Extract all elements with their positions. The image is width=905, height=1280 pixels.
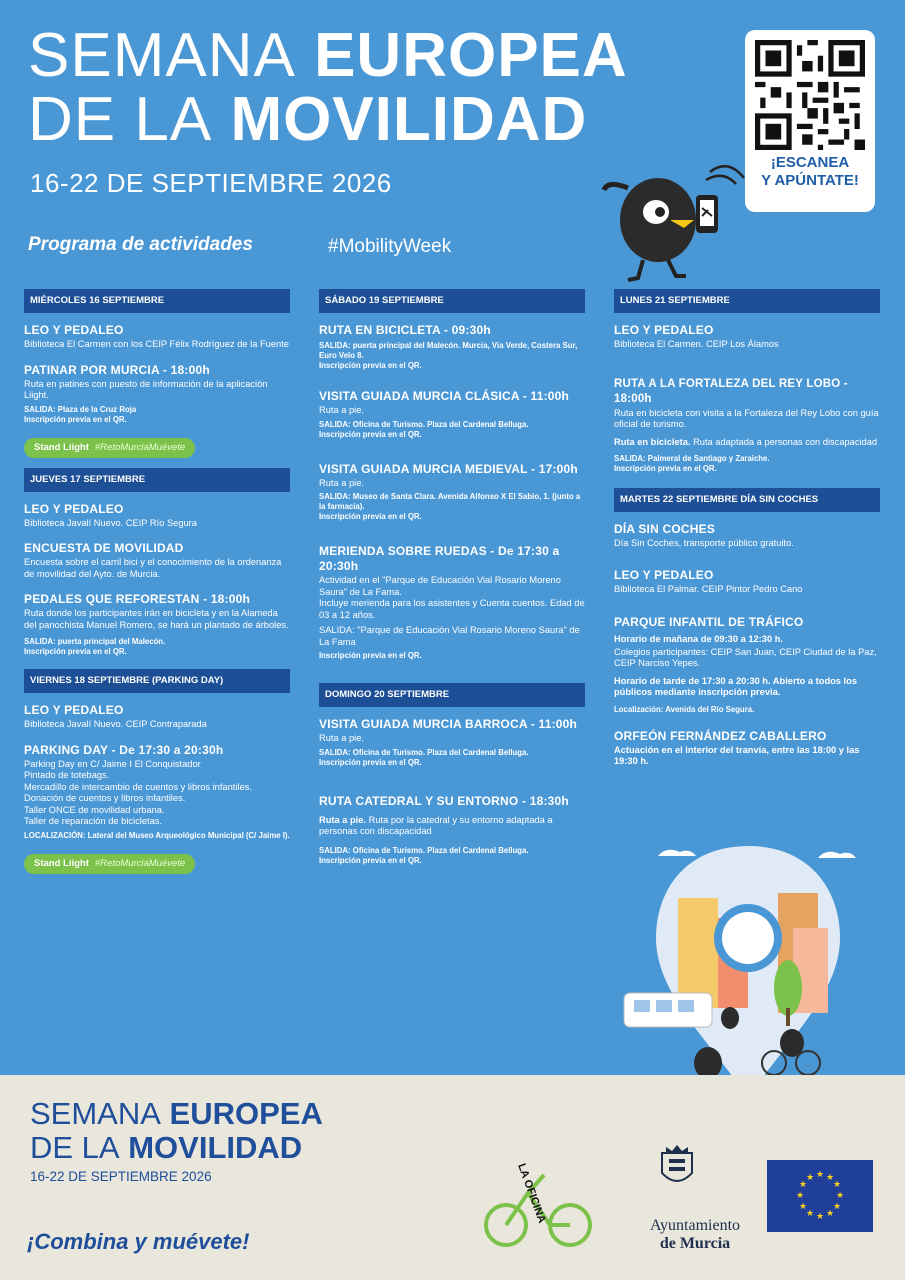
hashtag: #MobilityWeek	[328, 236, 452, 257]
event-item	[24, 323, 290, 351]
qr-code-icon[interactable]	[755, 40, 865, 150]
event-text: Ruta adaptada a personas con discapacidad	[693, 436, 878, 447]
event-text: Ruta por la catedral y su entorno adaptada a personas con discapacidad	[319, 814, 553, 836]
ayto-line: de Murcia	[659, 1235, 731, 1252]
mascot-illustration	[598, 150, 748, 290]
event-title: RUTA CATEDRAL Y SU ENTORNO - 18:30h	[319, 793, 569, 808]
event-item	[614, 615, 880, 715]
event-departure: SALIDA: Oficina de Turismo. Plaza del Cardenal Belluga. Inscripción previa en el QR.	[319, 747, 529, 767]
event-title: PEDALES QUE REFORESTAN - 18:00h	[24, 592, 251, 606]
svg-text:★: ★	[798, 1202, 808, 1212]
event-registration: Inscripción previa en el QR.	[319, 651, 422, 660]
event-departure: SALIDA: Palmeral de Santiago y Zaraiche. Inscripción previa en el QR.	[614, 454, 770, 473]
event-text: Biblioteca El Palmar. CEIP Pintor Pedro Cano	[614, 583, 803, 594]
event-text: Colegios participantes: CEIP San Juan, CEIP Ciudad de la Paz, CEIP Narciso Yepes.	[614, 646, 877, 668]
poster-dates: 16-22 DE SEPTIEMBRE 2026	[30, 168, 392, 198]
schedule-column-1	[24, 289, 290, 884]
event-item	[319, 389, 585, 440]
event-title: LEO Y PEDALEO	[24, 323, 124, 337]
murcia-crest-icon	[656, 1143, 698, 1189]
event-item	[319, 717, 585, 768]
event-item	[614, 522, 880, 550]
slogan: ¡Combina y muévete!	[27, 1229, 250, 1254]
event-item	[614, 323, 880, 351]
event-title: VISITA GUIADA MURCIA MEDIEVAL - 17:00h	[319, 461, 578, 476]
scan-callout	[745, 154, 875, 190]
event-item	[319, 323, 585, 371]
title-word: MOVILIDAD	[128, 1130, 303, 1165]
poster-title	[28, 21, 628, 154]
event-departure: SALIDA: puerta principal del Malecón. Inscripción previa en el QR.	[24, 637, 166, 656]
event-departure: SALIDA: puerta principal del Malecón. Murcia, Vía Verde, Costera Sur, Euro Velo 8. Inscripción previa en el QR.	[319, 341, 578, 370]
stand-liight-badge	[24, 438, 195, 458]
schedule-column-2	[319, 289, 585, 878]
event-lead: Horario de tarde de 17:30 a 20:30 h. Abierto a todos los públicos mediante inscripción previa.	[614, 675, 857, 697]
event-title: PARQUE INFANTIL DE TRÁFICO	[614, 615, 804, 629]
day-header: JUEVES 17 SEPTIEMBRE	[24, 468, 290, 492]
title-word: DE LA	[30, 1130, 120, 1165]
event-location: LOCALIZACIÓN: Lateral del Museo Arqueológico Municipal (C/ Jaime I).	[24, 830, 290, 840]
event-text: Ruta donde los participantes irán en bicicleta y en la Alameda del panochista Manuel Romero, se hará un plantado de árboles.	[24, 608, 289, 630]
ayto-line: Ayuntamiento	[649, 1217, 741, 1234]
event-item	[319, 794, 585, 866]
svg-text:★: ★	[825, 1173, 835, 1183]
event-title: ENCUESTA DE MOVILIDAD	[24, 541, 184, 555]
title-word: EUROPEA	[169, 1096, 323, 1131]
event-title: LEO Y PEDALEO	[24, 703, 124, 717]
footer-title	[30, 1097, 323, 1165]
event-departure: SALIDA: "Parque de Educación Vial Rosario Moreno Saura" de La Fama	[319, 625, 580, 647]
event-departure: SALIDA: Plaza de la Cruz Roja Inscripción previa en el QR.	[24, 404, 137, 424]
day-header: VIERNES 18 SEPTIEMBRE (PARKING DAY)	[24, 669, 290, 693]
scan-line: ¡ESCANEA	[770, 154, 850, 171]
title-word: SEMANA	[30, 1096, 161, 1131]
event-item	[24, 592, 290, 657]
event-departure: SALIDA: Oficina de Turismo. Plaza del Cardenal Belluga. Inscripción previa en el QR.	[319, 845, 529, 865]
event-location: Localización: Avenida del Río Segura.	[614, 704, 755, 714]
event-departure: SALIDA: Museo de Santa Clara. Avenida Alfonso X El Sabio, 1. (junto a la farmacia). Inscripción previa en el QR.	[319, 492, 581, 521]
svg-text:★: ★	[798, 1180, 808, 1190]
program-heading: Programa de actividades	[28, 234, 253, 255]
badge-label: Stand Liight	[34, 441, 89, 453]
svg-text:★: ★	[835, 1191, 845, 1201]
event-text: Biblioteca El Carmen. CEIP Los Álamos	[614, 339, 779, 349]
qr-card[interactable]	[745, 30, 875, 212]
svg-text:★: ★	[815, 1170, 825, 1180]
scan-line: Y APÚNTATE!	[761, 172, 859, 189]
event-text: Ruta a pie.	[319, 405, 364, 415]
event-item	[24, 363, 290, 425]
stand-liight-badge	[24, 854, 195, 874]
event-title: LEO Y PEDALEO	[614, 323, 714, 337]
svg-text:★: ★	[795, 1191, 805, 1201]
oficina-bici-logo	[478, 1145, 598, 1255]
event-text: Biblioteca El Carmen con los CEIP Félix Rodríguez de la Fuente	[24, 339, 289, 349]
title-word: SEMANA	[28, 21, 296, 90]
title-word: EUROPEA	[314, 21, 628, 90]
svg-text:★: ★	[832, 1180, 842, 1190]
event-text: Parking Day en C/ Jaime I El Conquistador Pintado de totebags. Mercadillo de intercambio de cuentos y libros infantiles. Donación de cuentos y libros infantiles. Taller ONCE de movilidad urbana. Taller de reparación de bicicletas.	[24, 758, 252, 826]
event-item	[614, 729, 880, 768]
event-item	[614, 568, 880, 596]
event-text: Ruta en bicicleta con visita a la Fortaleza del Rey Lobo con guía oficial de turismo.	[614, 407, 879, 429]
event-item	[614, 377, 880, 475]
event-item	[319, 544, 585, 661]
event-text: Ruta en patines con puesto de información de la aplicación Liight.	[24, 378, 268, 400]
event-lead: Ruta en bicicleta.	[614, 436, 691, 447]
title-word: DE LA	[28, 85, 213, 154]
event-departure: SALIDA: Oficina de Turismo. Plaza del Cardenal Belluga. Inscripción previa en el QR.	[319, 419, 529, 439]
event-lead: Ruta a pie.	[319, 814, 367, 825]
event-item	[24, 502, 290, 530]
schedule-column-3	[614, 289, 880, 780]
svg-text:★: ★	[815, 1212, 825, 1222]
svg-text:★: ★	[832, 1202, 842, 1212]
badge-label: Stand Liight	[34, 857, 89, 869]
event-item	[319, 462, 585, 523]
event-title: DÍA SIN COCHES	[614, 522, 716, 536]
event-text: Ruta a pie.	[319, 477, 364, 488]
event-text: Encuesta sobre el carril bici y el conocimiento de la ordenanza de movilidad del Ayto. de Murcia.	[24, 557, 282, 579]
eu-flag-icon	[767, 1160, 873, 1232]
event-text: Ruta a pie.	[319, 733, 364, 743]
event-text: Biblioteca Javalí Nuevo. CEIP Contraparada	[24, 719, 207, 729]
day-header: DOMINGO 20 SEPTIEMBRE	[319, 683, 585, 707]
event-title: VISITA GUIADA MURCIA BARROCA - 11:00h	[319, 717, 578, 731]
footer-dates: 16-22 DE SEPTIEMBRE 2026	[30, 1169, 212, 1184]
event-item	[24, 541, 290, 580]
day-header: SÁBADO 19 SEPTIEMBRE	[319, 289, 585, 313]
day-header: MIÉRCOLES 16 SEPTIEMBRE	[24, 289, 290, 313]
svg-text:★: ★	[805, 1209, 815, 1219]
event-title: PATINAR POR MURCIA - 18:00h	[24, 362, 210, 377]
city-pin-illustration	[618, 838, 878, 1108]
title-word: MOVILIDAD	[230, 85, 588, 154]
ayuntamiento-logo-text	[610, 1217, 780, 1253]
event-text: Día Sin Coches, transporte público gratuito.	[614, 538, 794, 548]
svg-text:★: ★	[805, 1173, 815, 1183]
event-item	[24, 743, 290, 841]
event-title: VISITA GUIADA MURCIA CLÁSICA - 11:00h	[319, 389, 570, 403]
event-title: ORFEÓN FERNÁNDEZ CABALLERO	[614, 728, 827, 743]
event-text: Actividad en el "Parque de Educación Vial Rosario Moreno Saura" de La Fama. Incluye merienda para los asistentes y Cuenta cuentos. Edad de 03 a 12 años.	[319, 575, 585, 620]
event-title: LEO Y PEDALEO	[614, 567, 714, 582]
event-text: Biblioteca Javalí Nuevo. CEIP Río Segura	[24, 517, 197, 528]
svg-text:★: ★	[825, 1209, 835, 1219]
day-header: LUNES 21 SEPTIEMBRE	[614, 289, 880, 313]
badge-hashtag: #RetoMurciaMuévete	[94, 857, 186, 869]
event-title: MERIENDA SOBRE RUEDAS - De 17:30 a 20:30h	[319, 544, 560, 573]
event-lead: Horario de mañana de 09:30 a 12:30 h.	[614, 634, 783, 644]
badge-hashtag: #RetoMurciaMuévete	[94, 441, 186, 453]
event-title: PARKING DAY - De 17:30 a 20:30h	[24, 742, 224, 757]
poster-footer	[0, 1075, 905, 1280]
event-title: LEO Y PEDALEO	[24, 501, 124, 516]
event-title: RUTA A LA FORTALEZA DEL REY LOBO - 18:00h	[614, 377, 848, 405]
event-item	[24, 703, 290, 731]
event-lead: Actuación en el interior del tranvía, entre las 18:00 y las 19:30 h.	[614, 744, 860, 766]
day-header: MARTES 22 SEPTIEMBRE DÍA SIN COCHES	[614, 488, 880, 512]
svg-text:LA OFICINA: LA OFICINA	[515, 1161, 548, 1225]
event-title: RUTA EN BICICLETA - 09:30h	[319, 323, 491, 337]
